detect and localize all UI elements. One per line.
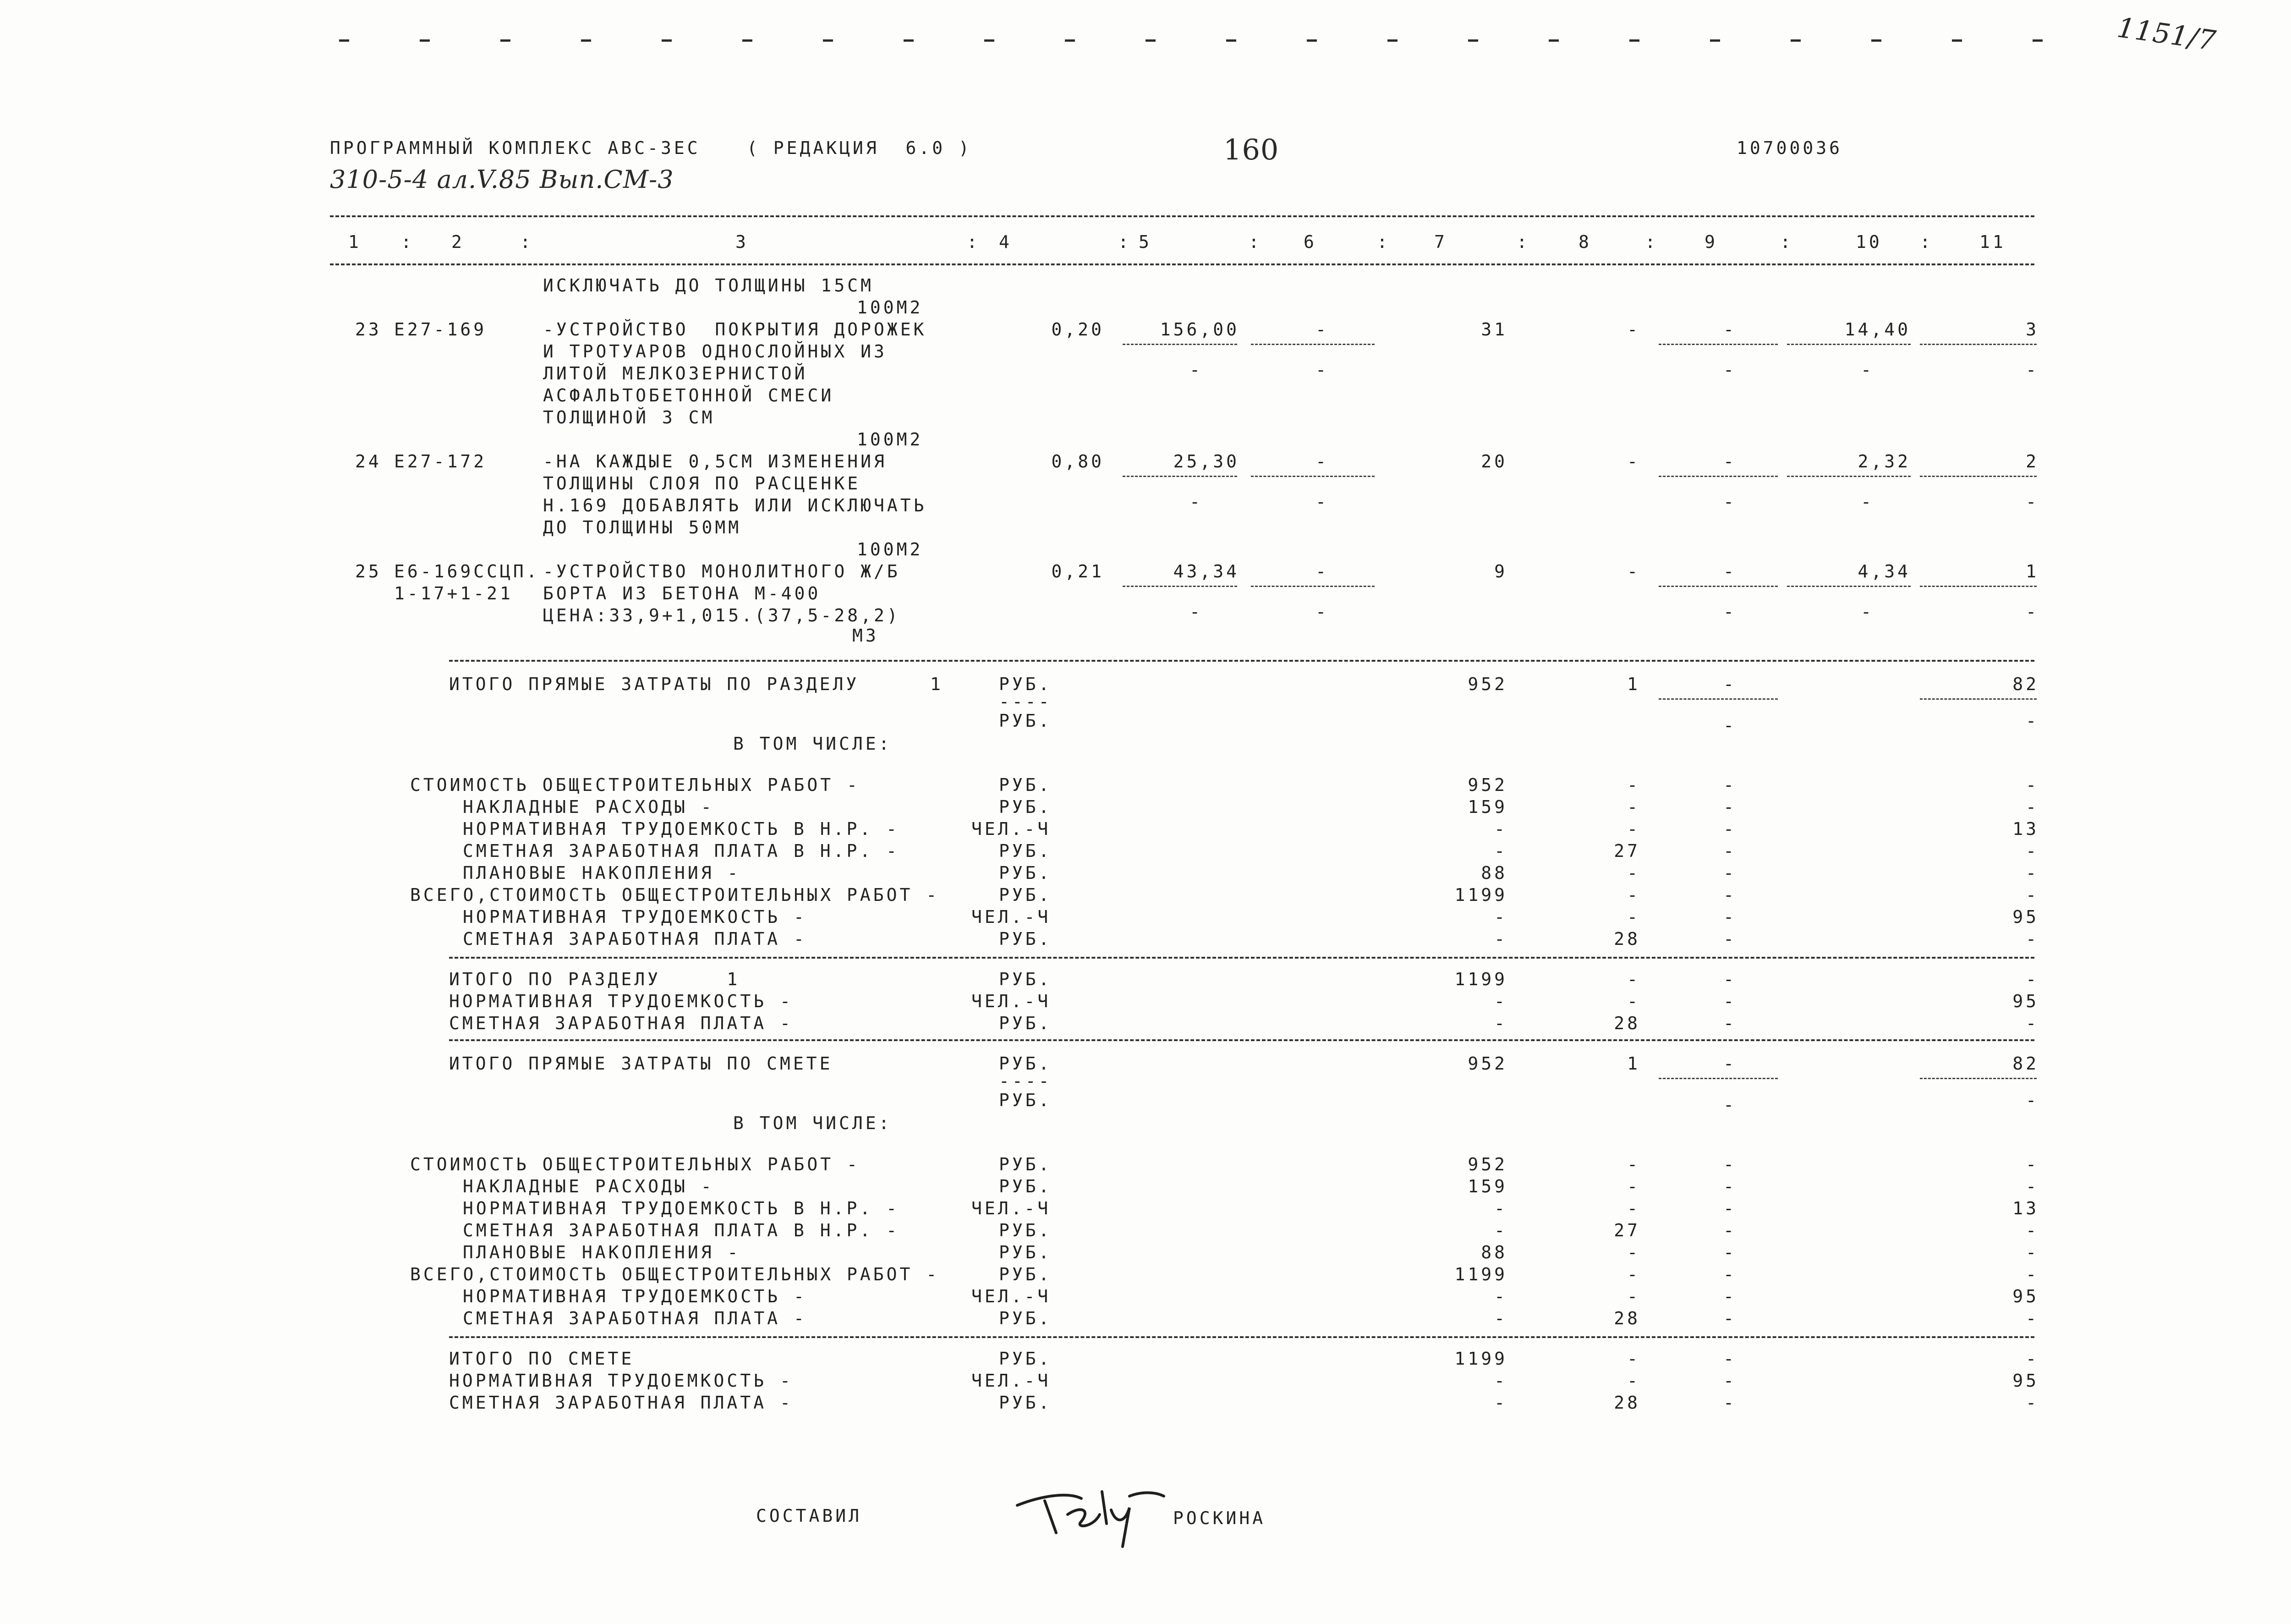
estimate_total-total-c11: 95 — [2012, 1371, 2039, 1391]
item-description-line: ИСКЛЮЧАТЬ ДО ТОЛЩИНЫ 15СМ — [543, 275, 874, 296]
item-sub-c6: - — [1315, 602, 1329, 622]
column-separator: : — [1377, 232, 1390, 252]
estimate_total-breakdown-c7: - — [1494, 1286, 1507, 1306]
item-col9: - — [1723, 319, 1737, 340]
estimate_total-rule-top — [449, 1039, 2034, 1041]
estimate_total-breakdown-label: НОРМАТИВНАЯ ТРУДОЕМКОСТЬ - — [463, 1286, 807, 1306]
signature-mark — [1013, 1478, 1168, 1551]
item-rule-c6 — [1251, 344, 1375, 345]
composed-label: СОСТАВИЛ — [756, 1506, 862, 1526]
perforation-dash — [500, 39, 510, 42]
item-col6: - — [1315, 561, 1329, 582]
item-col9: - — [1723, 561, 1737, 582]
item-rule-c6 — [1251, 476, 1375, 477]
item-total-cost: 31 — [1481, 319, 1507, 340]
header-rule-top — [330, 215, 2034, 217]
estimate_total-total-label: ИТОГО ПО СМЕТЕ — [449, 1349, 635, 1369]
estimate_total-total-c7: - — [1494, 1371, 1507, 1391]
item-quantity: 0,80 — [1051, 451, 1104, 472]
item-rule-c6 — [1251, 586, 1375, 587]
column-separator: : — [967, 232, 980, 252]
section_total-total-c8: - — [1627, 969, 1640, 989]
item-rule-c10 — [1787, 476, 1911, 477]
program-title: ПРОГРАММНЫЙ КОМПЛЕКС АВС-ЗЕС — [330, 138, 701, 158]
estimate_total-total-c11: - — [2026, 1393, 2039, 1413]
section_total-breakdown-unit: РУБ. — [999, 929, 1052, 949]
section_total-total-label: НОРМАТИВНАЯ ТРУДОЕМКОСТЬ - — [449, 991, 793, 1011]
estimate_total-breakdown-unit: РУБ. — [999, 1154, 1052, 1174]
item-description-line: БОРТА ИЗ БЕТОНА М-400 — [543, 583, 821, 604]
item-rule-c9 — [1659, 476, 1778, 477]
item-sub-c9: - — [1723, 492, 1737, 512]
item-rule-c11 — [1920, 586, 2037, 587]
section_total-total-label: СМЕТНАЯ ЗАРАБОТНАЯ ПЛАТА - — [449, 1013, 793, 1033]
estimate_total-breakdown-c7: - — [1494, 1198, 1507, 1218]
column-header-4: 4 — [999, 232, 1012, 252]
column-header-8: 8 — [1578, 232, 1592, 252]
section_total-total-unit: ЧЕЛ.-Ч — [971, 991, 1051, 1011]
estimate_total-unit: РУБ. — [999, 1053, 1052, 1074]
estimate_total-breakdown-c11: 13 — [2012, 1198, 2039, 1218]
perforation-dash — [1791, 39, 1801, 42]
item-sub-c6: - — [1315, 492, 1329, 512]
item-unit: 100М2 — [857, 297, 923, 318]
section_total-breakdown-c7: - — [1494, 907, 1507, 927]
item-unit-price: 25,30 — [1173, 451, 1239, 472]
section_total-breakdown-c8: 27 — [1614, 841, 1640, 861]
section_total-c9b: - — [1723, 715, 1737, 735]
perforation-dash — [1226, 39, 1236, 42]
estimate_total-breakdown-label: ВСЕГО,СТОИМОСТЬ ОБЩЕСТРОИТЕЛЬНЫХ РАБОТ - — [410, 1264, 940, 1284]
estimate_total-total-label: НОРМАТИВНАЯ ТРУДОЕМКОСТЬ - — [449, 1371, 793, 1391]
item-unit-after: М3 — [852, 625, 879, 646]
section_total-breakdown-c11: - — [2026, 929, 2039, 949]
section_total-total-c9: - — [1723, 1013, 1737, 1033]
section_total-breakdown-label: НАКЛАДНЫЕ РАСХОДЫ - — [463, 797, 714, 817]
document-code: 10700036 — [1737, 138, 1843, 158]
column-header-11: 11 — [1979, 232, 2006, 252]
section_total-breakdown-c9: - — [1723, 819, 1737, 839]
section_total-breakdown-unit: РУБ. — [999, 797, 1052, 817]
section_total-total-label: ИТОГО ПО РАЗДЕЛУ 1 — [449, 969, 740, 989]
estimate_total-c8: 1 — [1627, 1053, 1640, 1074]
item-sub-c11: - — [2026, 492, 2039, 512]
perforation-dash — [1146, 39, 1156, 42]
estimate_total-breakdown-c7: - — [1494, 1220, 1507, 1240]
estimate_total-breakdown-unit: ЧЕЛ.-Ч — [971, 1198, 1051, 1218]
section_total-total-c9: - — [1723, 991, 1737, 1011]
estimate_total-breakdown-label: СТОИМОСТЬ ОБЩЕСТРОИТЕЛЬНЫХ РАБОТ - — [410, 1154, 860, 1174]
estimate_total-total-c8: - — [1627, 1371, 1640, 1391]
column-separator: : — [1645, 232, 1658, 252]
section_total-total-unit: РУБ. — [999, 969, 1052, 989]
item-col11: 1 — [2026, 561, 2039, 582]
column-separator: : — [1780, 232, 1793, 252]
item-sub-c9: - — [1723, 360, 1737, 380]
estimate_total-breakdown-c11: - — [2026, 1154, 2039, 1174]
item-unit-price: 43,34 — [1173, 561, 1239, 582]
estimate_total-breakdown-unit: РУБ. — [999, 1176, 1052, 1196]
estimate_total-breakdown-label: СМЕТНАЯ ЗАРАБОТНАЯ ПЛАТА В Н.Р. - — [463, 1220, 899, 1240]
section_total-breakdown-label: СМЕТНАЯ ЗАРАБОТНАЯ ПЛАТА В Н.Р. - — [463, 841, 899, 861]
column-header-7: 7 — [1434, 232, 1447, 252]
section_total-total-c8: 28 — [1614, 1013, 1640, 1033]
section_total-breakdown-c8: - — [1627, 797, 1640, 817]
estimate_total-breakdown-c7: 88 — [1481, 1242, 1507, 1262]
estimate_total-total-unit: ЧЕЛ.-Ч — [971, 1371, 1051, 1391]
estimate_total-c11b: - — [2026, 1090, 2039, 1110]
item-rule-c10 — [1787, 344, 1911, 345]
section_total-breakdown-c7: 952 — [1468, 775, 1507, 795]
section_total-rule-c11 — [1920, 698, 2037, 700]
item-number: 25 — [355, 561, 382, 582]
item-rule-c5 — [1123, 586, 1237, 587]
section_total-unit: РУБ. — [999, 674, 1052, 694]
section_total-breakdown-c9: - — [1723, 929, 1737, 949]
perforation-dash — [904, 39, 914, 42]
section_total-breakdown-c8: - — [1627, 907, 1640, 927]
estimate_total-breakdown-label: СМЕТНАЯ ЗАРАБОТНАЯ ПЛАТА - — [463, 1308, 807, 1328]
section_total-breakdown-label: ВСЕГО,СТОИМОСТЬ ОБЩЕСТРОИТЕЛЬНЫХ РАБОТ - — [410, 885, 940, 905]
estimate_total-breakdown-c11: - — [2026, 1242, 2039, 1262]
section_total-breakdown-c8: - — [1627, 819, 1640, 839]
estimate_total-rule-mid — [449, 1336, 2034, 1338]
estimate_total-breakdown-c8: - — [1627, 1154, 1640, 1174]
item-sub-c10: - — [1861, 360, 1874, 380]
item-code: Е27-172 — [394, 451, 487, 472]
section_total-breakdown-unit: РУБ. — [999, 885, 1052, 905]
estimate_total-rule-c11 — [1920, 1078, 2037, 1079]
section_total-breakdown-label: ПЛАНОВЫЕ НАКОПЛЕНИЯ - — [463, 863, 741, 883]
estimate_total-total-c8: - — [1627, 1349, 1640, 1369]
item-number: 23 — [355, 319, 382, 340]
estimate_total-total-c7: 1199 — [1454, 1349, 1507, 1369]
item-rule-c9 — [1659, 344, 1778, 345]
estimate_total-breakdown-c9: - — [1723, 1242, 1737, 1262]
item-code: 1-17+1-21 — [394, 583, 513, 604]
section_total-including: В ТОМ ЧИСЛЕ: — [733, 734, 892, 754]
perforation-dash — [1468, 39, 1478, 42]
section_total-unit2: РУБ. — [999, 711, 1052, 731]
section_total-total-c9: - — [1723, 969, 1737, 989]
section_total-breakdown-c11: - — [2026, 775, 2039, 795]
item-description-line: -УСТРОЙСТВО ПОКРЫТИЯ ДОРОЖЕК — [543, 319, 927, 340]
item-description-line: ЛИТОЙ МЕЛКОЗЕРНИСТОЙ — [543, 363, 808, 384]
item-description-line: -НА КАЖДЫЕ 0,5СМ ИЗМЕНЕНИЯ — [543, 451, 887, 472]
estimate_total-breakdown-c11: - — [2026, 1220, 2039, 1240]
estimate_total-breakdown-c9: - — [1723, 1286, 1737, 1306]
item-description-line: АСФАЛЬТОБЕТОННОЙ СМЕСИ — [543, 385, 834, 406]
column-header-10: 10 — [1856, 232, 1882, 252]
estimate_total-breakdown-c8: - — [1627, 1176, 1640, 1196]
column-separator: : — [1517, 232, 1530, 252]
section_total-breakdown-label: НОРМАТИВНАЯ ТРУДОЕМКОСТЬ - — [463, 907, 807, 927]
item-sub-c5: - — [1189, 360, 1203, 380]
section_total-total-c7: - — [1494, 991, 1507, 1011]
estimate_total-total-c7: - — [1494, 1393, 1507, 1413]
section_total-breakdown-c7: - — [1494, 819, 1507, 839]
estimate_total-breakdown-c11: - — [2026, 1264, 2039, 1284]
item-rule-c9 — [1659, 586, 1778, 587]
item-col11: 2 — [2026, 451, 2039, 472]
section_total-c7: 952 — [1468, 674, 1507, 694]
section_total-breakdown-label: НОРМАТИВНАЯ ТРУДОЕМКОСТЬ В Н.Р. - — [463, 819, 899, 839]
column-header-3: 3 — [735, 232, 749, 252]
estimate_total-unit2: РУБ. — [999, 1090, 1052, 1110]
estimate_total-breakdown-unit: РУБ. — [999, 1264, 1052, 1284]
section_total-breakdown-c8: - — [1627, 863, 1640, 883]
section_total-breakdown-c7: 1199 — [1454, 885, 1507, 905]
section_total-breakdown-c7: - — [1494, 929, 1507, 949]
handwritten-reference: 310-5-4 ал.V.85 Вып.СМ-3 — [330, 165, 674, 194]
estimate_total-total-c9: - — [1723, 1393, 1737, 1413]
perforation-dash — [1549, 39, 1559, 42]
section_total-breakdown-c8: - — [1627, 775, 1640, 795]
estimate_total-breakdown-c8: - — [1627, 1242, 1640, 1262]
estimate_total-breakdown-unit: ЧЕЛ.-Ч — [971, 1286, 1051, 1306]
section_total-breakdown-c8: 28 — [1614, 929, 1640, 949]
column-header-2: 2 — [451, 232, 465, 252]
section_total-unit-dash: ---- — [999, 691, 1052, 712]
estimate_total-breakdown-c8: 28 — [1614, 1308, 1640, 1328]
section_total-c8: 1 — [1627, 674, 1640, 694]
estimate_total-breakdown-c11: - — [2026, 1176, 2039, 1196]
estimate_total-total-label: СМЕТНАЯ ЗАРАБОТНАЯ ПЛАТА - — [449, 1393, 793, 1413]
item-rule-c10 — [1787, 586, 1911, 587]
perforation-dash — [581, 39, 591, 42]
item-description-line: ТОЛЩИНОЙ 3 СМ — [543, 407, 715, 428]
estimate_total-breakdown-label: НОРМАТИВНАЯ ТРУДОЕМКОСТЬ В Н.Р. - — [463, 1198, 899, 1218]
item-description-line: ЦЕНА:33,9+1,015.(37,5-28,2) — [543, 605, 900, 625]
section_total-breakdown-c9: - — [1723, 863, 1737, 883]
item-sub-c11: - — [2026, 360, 2039, 380]
estimate_total-breakdown-c8: - — [1627, 1198, 1640, 1218]
section_total-breakdown-c11: - — [2026, 863, 2039, 883]
estimate_total-breakdown-c9: - — [1723, 1198, 1737, 1218]
item-unit: 100М2 — [857, 539, 923, 560]
item-col8: - — [1627, 319, 1640, 340]
estimate_total-breakdown-label: НАКЛАДНЫЕ РАСХОДЫ - — [463, 1176, 714, 1196]
item-col6: - — [1315, 319, 1329, 340]
section_total-breakdown-label: СТОИМОСТЬ ОБЩЕСТРОИТЕЛЬНЫХ РАБОТ - — [410, 775, 860, 795]
section_total-breakdown-c9: - — [1723, 841, 1737, 861]
section_total-breakdown-c7: 159 — [1468, 797, 1507, 817]
perforation-dash — [742, 39, 752, 42]
perforation-dash — [662, 39, 672, 42]
estimate_total-unit-dash: ---- — [999, 1071, 1052, 1091]
item-labor: 4,34 — [1858, 561, 1911, 582]
section_total-rule-c9 — [1659, 698, 1778, 700]
estimate_total-total-unit: РУБ. — [999, 1349, 1052, 1369]
item-sub-c5: - — [1189, 492, 1203, 512]
item-col9: - — [1723, 451, 1737, 472]
item-sub-c10: - — [1861, 492, 1874, 512]
item-col8: - — [1627, 451, 1640, 472]
section_total-breakdown-label: СМЕТНАЯ ЗАРАБОТНАЯ ПЛАТА - — [463, 929, 807, 949]
estimate_total-breakdown-c7: 1199 — [1454, 1264, 1507, 1284]
estimate_total-breakdown-c7: 952 — [1468, 1154, 1507, 1174]
perforation-dash — [1387, 39, 1398, 42]
item-sub-c6: - — [1315, 360, 1329, 380]
item-unit-price: 156,00 — [1160, 319, 1239, 340]
item-description-line: -УСТРОЙСТВО МОНОЛИТНОГО Ж/Б — [543, 561, 900, 582]
estimate_total-total-c11: - — [2026, 1349, 2039, 1369]
composer-name: РОСКИНА — [1173, 1508, 1266, 1528]
item-col11: 3 — [2026, 319, 2039, 340]
estimate_total-direct-label: ИТОГО ПРЯМЫЕ ЗАТРАТЫ ПО СМЕТЕ — [449, 1053, 833, 1074]
section_total-breakdown-unit: ЧЕЛ.-Ч — [971, 907, 1051, 927]
section_total-breakdown-c7: 88 — [1481, 863, 1507, 883]
column-header-1: 1 — [348, 232, 362, 252]
estimate_total-breakdown-c11: 95 — [2012, 1286, 2039, 1306]
section_total-c11b: - — [2026, 711, 2039, 731]
perforation-dash — [984, 39, 994, 42]
section_total-c11: 82 — [2012, 674, 2039, 694]
estimate_total-total-c9: - — [1723, 1371, 1737, 1391]
estimate_total-total-c9: - — [1723, 1349, 1737, 1369]
item-number: 24 — [355, 451, 382, 472]
estimate_total-c7: 952 — [1468, 1053, 1507, 1074]
section_total-total-c7: - — [1494, 1013, 1507, 1033]
item-description-line: ДО ТОЛЩИНЫ 50ММ — [543, 517, 742, 538]
estimate_total-rule-c9 — [1659, 1078, 1778, 1079]
estimate_total-breakdown-unit: РУБ. — [999, 1308, 1052, 1328]
item-code: Е6-169ССЦП. — [394, 561, 540, 582]
section_total-c9: - — [1723, 674, 1737, 694]
column-header-9: 9 — [1705, 232, 1718, 252]
estimate_total-breakdown-c9: - — [1723, 1308, 1737, 1328]
estimate_total-breakdown-c7: - — [1494, 1308, 1507, 1328]
item-labor: 2,32 — [1858, 451, 1911, 472]
program-edition: ( РЕДАКЦИЯ 6.0 ) — [747, 138, 972, 158]
estimate_total-breakdown-unit: РУБ. — [999, 1242, 1052, 1262]
section_total-total-c11: - — [2026, 969, 2039, 989]
column-separator: : — [1249, 232, 1262, 252]
perforation-dash — [1065, 39, 1075, 42]
section_total-total-c8: - — [1627, 991, 1640, 1011]
section_total-rule-top — [449, 660, 2034, 662]
item-unit: 100М2 — [857, 429, 923, 450]
section_total-breakdown-unit: ЧЕЛ.-Ч — [971, 819, 1051, 839]
item-sub-c9: - — [1723, 602, 1737, 622]
estimate_total-breakdown-unit: РУБ. — [999, 1220, 1052, 1240]
estimate_total-breakdown-label: ПЛАНОВЫЕ НАКОПЛЕНИЯ - — [463, 1242, 741, 1262]
item-col8: - — [1627, 561, 1640, 582]
section_total-breakdown-c7: - — [1494, 841, 1507, 861]
estimate_total-c9: - — [1723, 1053, 1737, 1074]
section_total-breakdown-c8: - — [1627, 885, 1640, 905]
item-rule-c11 — [1920, 344, 2037, 345]
item-description-line: ТОЛЩИНЫ СЛОЯ ПО РАСЦЕНКЕ — [543, 473, 861, 494]
column-separator: : — [1118, 232, 1131, 252]
header-rule-bottom — [330, 263, 2034, 265]
perforation-dash — [339, 39, 349, 42]
estimate_total-c9b: - — [1723, 1095, 1737, 1115]
estimate_total-total-unit: РУБ. — [999, 1393, 1052, 1413]
section_total-breakdown-c11: - — [2026, 797, 2039, 817]
perforation-dash — [823, 39, 833, 42]
section_total-breakdown-c9: - — [1723, 885, 1737, 905]
section_total-breakdown-c9: - — [1723, 797, 1737, 817]
section_total-breakdown-unit: РУБ. — [999, 863, 1052, 883]
section_total-breakdown-c11: 13 — [2012, 819, 2039, 839]
section_total-total-unit: РУБ. — [999, 1013, 1052, 1033]
section_total-breakdown-c9: - — [1723, 907, 1737, 927]
item-description-line: Н.169 ДОБАВЛЯТЬ ИЛИ ИСКЛЮЧАТЬ — [543, 495, 927, 516]
perforation-dash — [420, 39, 430, 42]
perforation-dash — [1629, 39, 1639, 42]
estimate_total-breakdown-c9: - — [1723, 1264, 1737, 1284]
item-col6: - — [1315, 451, 1329, 472]
column-header-6: 6 — [1304, 232, 1317, 252]
section_total-total-c7: 1199 — [1454, 969, 1507, 989]
column-separator: : — [1920, 232, 1933, 252]
estimate_total-breakdown-c9: - — [1723, 1220, 1737, 1240]
item-quantity: 0,21 — [1051, 561, 1104, 582]
section_total-breakdown-unit: РУБ. — [999, 841, 1052, 861]
perforation-dash — [1710, 39, 1720, 42]
estimate_total-total-c8: 28 — [1614, 1393, 1640, 1413]
item-code: Е27-169 — [394, 319, 487, 340]
estimate_total-including: В ТОМ ЧИСЛЕ: — [733, 1113, 892, 1133]
item-total-cost: 9 — [1494, 561, 1507, 582]
page-number: 160 — [1223, 133, 1279, 166]
item-sub-c11: - — [2026, 602, 2039, 622]
item-total-cost: 20 — [1481, 451, 1507, 472]
item-rule-c11 — [1920, 476, 2037, 477]
column-header-5: 5 — [1139, 232, 1152, 252]
section_total-total-c11: 95 — [2012, 991, 2039, 1011]
corner-handwritten-mark: 1151/7 — [2115, 11, 2218, 57]
section_total-breakdown-unit: РУБ. — [999, 775, 1052, 795]
section_total-breakdown-c11: - — [2026, 885, 2039, 905]
estimate_total-breakdown-c8: 27 — [1614, 1220, 1640, 1240]
column-separator: : — [520, 232, 533, 252]
item-description-line: И ТРОТУАРОВ ОДНОСЛОЙНЫХ ИЗ — [543, 341, 887, 362]
column-separator: : — [401, 232, 414, 252]
perforation-dash — [2033, 39, 2043, 42]
item-rule-c5 — [1123, 476, 1237, 477]
section_total-direct-label: ИТОГО ПРЯМЫЕ ЗАТРАТЫ ПО РАЗДЕЛУ — [449, 674, 860, 694]
perforation-dash — [1307, 39, 1317, 42]
item-quantity: 0,20 — [1051, 319, 1104, 340]
estimate_total-breakdown-c8: - — [1627, 1264, 1640, 1284]
item-labor: 14,40 — [1844, 319, 1911, 340]
item-sub-c10: - — [1861, 602, 1874, 622]
section_total-total-c11: - — [2026, 1013, 2039, 1033]
estimate_total-breakdown-c9: - — [1723, 1154, 1737, 1174]
estimate_total-breakdown-c9: - — [1723, 1176, 1737, 1196]
section_total-rule-mid — [449, 957, 2034, 959]
estimate_total-c11: 82 — [2012, 1053, 2039, 1074]
item-sub-c5: - — [1189, 602, 1203, 622]
section_total-section-number: 1 — [930, 674, 943, 694]
estimate_total-breakdown-c8: - — [1627, 1286, 1640, 1306]
item-rule-c5 — [1123, 344, 1237, 345]
perforation-dash — [1871, 39, 1881, 42]
estimate_total-breakdown-c7: 159 — [1468, 1176, 1507, 1196]
section_total-breakdown-c11: 95 — [2012, 907, 2039, 927]
estimate_total-breakdown-c11: - — [2026, 1308, 2039, 1328]
perforation-dash — [1952, 39, 1962, 42]
section_total-breakdown-c9: - — [1723, 775, 1737, 795]
section_total-breakdown-c11: - — [2026, 841, 2039, 861]
